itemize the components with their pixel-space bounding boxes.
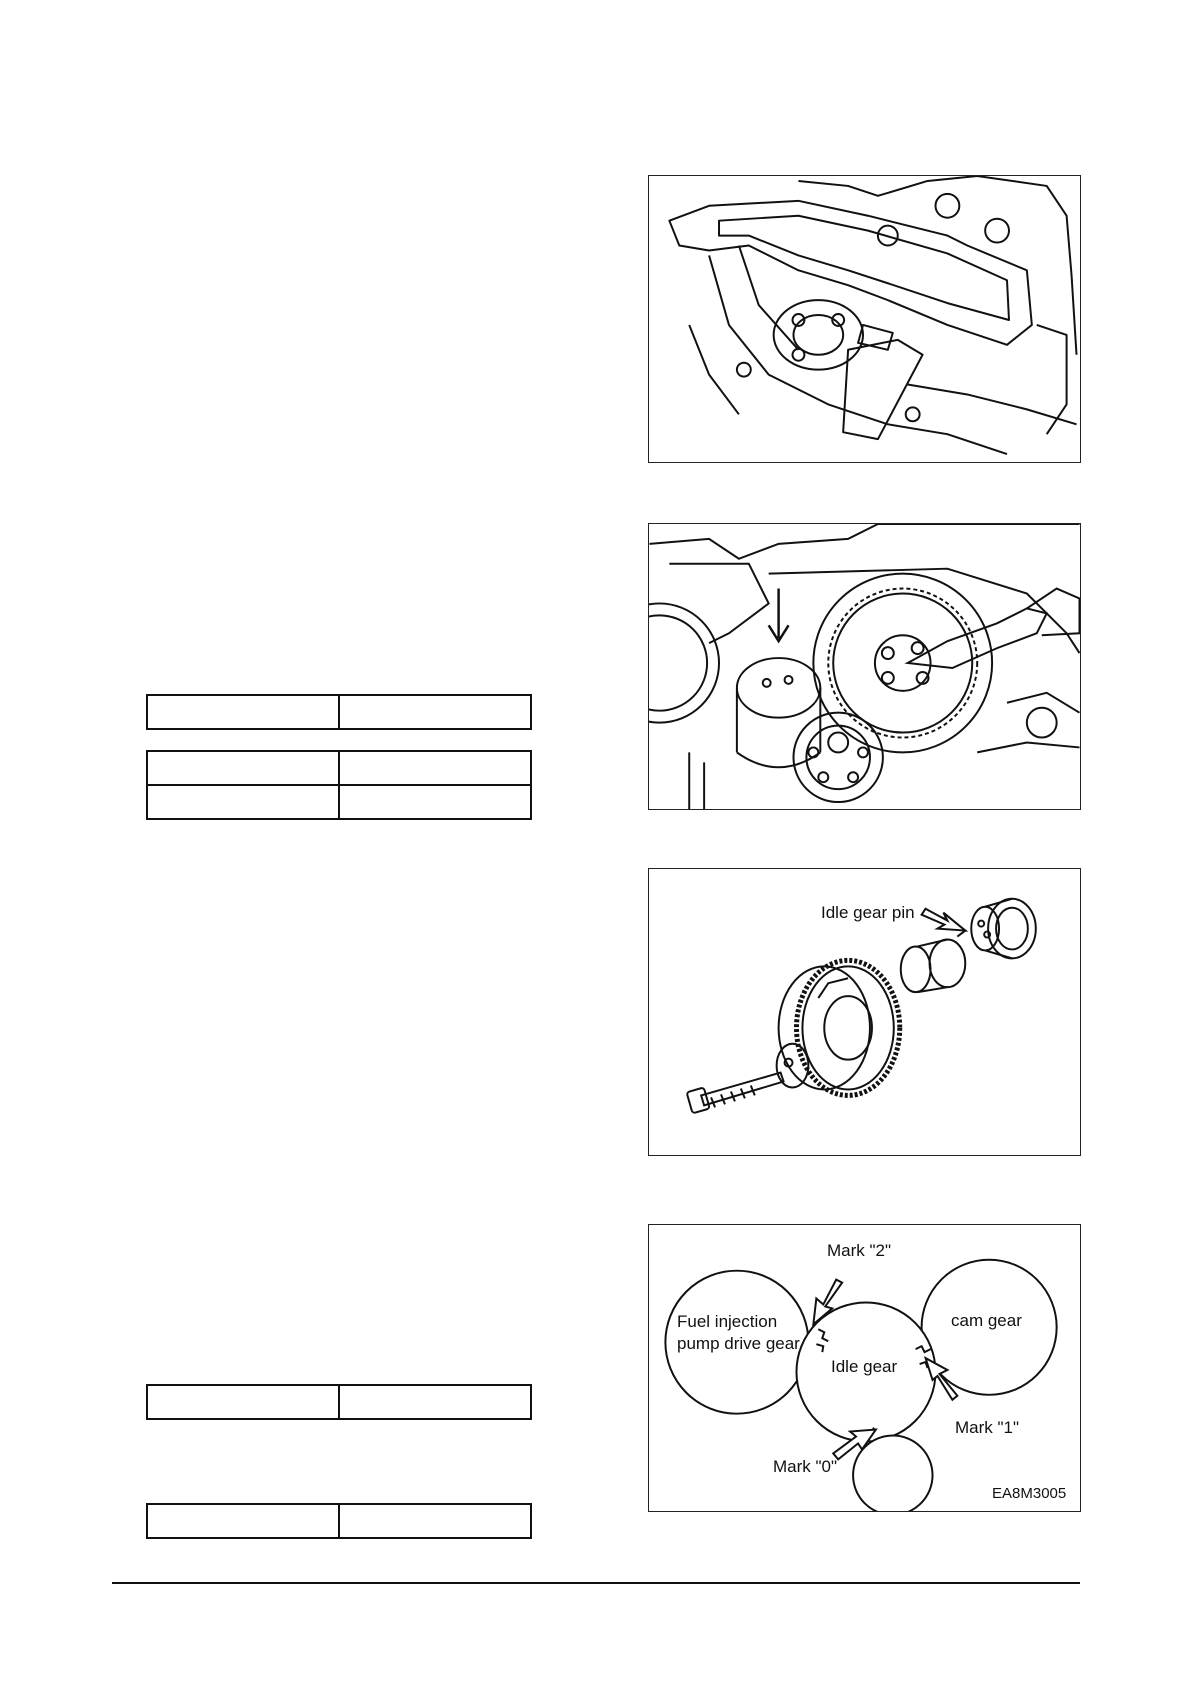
mark-1-label: Mark "1" bbox=[955, 1418, 1020, 1437]
figure-gear-timing-marks bbox=[648, 1224, 1081, 1512]
table-cell bbox=[147, 695, 339, 729]
table-cell bbox=[339, 695, 531, 729]
table-row bbox=[147, 785, 531, 819]
spec-table-1 bbox=[146, 694, 532, 730]
idle-gear-pin-part bbox=[971, 899, 1036, 959]
table-cell bbox=[339, 1504, 531, 1538]
mark-0-label: Mark "0" bbox=[773, 1457, 838, 1476]
spec-table-4 bbox=[146, 1503, 532, 1539]
table-row bbox=[147, 1504, 531, 1538]
housing-removal-illustration bbox=[649, 176, 1080, 462]
bushing-part bbox=[901, 940, 966, 993]
spec-table-2 bbox=[146, 750, 532, 820]
mark-2-label: Mark "2" bbox=[827, 1241, 892, 1260]
spec-table-3 bbox=[146, 1384, 532, 1420]
figure-code-label: EA8M3005 bbox=[992, 1485, 1067, 1502]
footer-rule bbox=[112, 1582, 1080, 1584]
bolt-part bbox=[687, 1073, 784, 1114]
table-row bbox=[147, 1385, 531, 1419]
figure-gear-wrench bbox=[648, 523, 1081, 810]
table-cell bbox=[147, 751, 339, 785]
table-cell bbox=[339, 1385, 531, 1419]
fuel-pump-label-line2: pump drive gear bbox=[677, 1334, 800, 1353]
figure-idle-gear-exploded bbox=[648, 868, 1081, 1156]
table-cell bbox=[147, 785, 339, 819]
idle-gear-part bbox=[779, 960, 900, 1095]
gear-wrench-illustration bbox=[649, 524, 1080, 809]
cam-gear-label: cam gear bbox=[951, 1311, 1022, 1330]
figure-housing-removal bbox=[648, 175, 1081, 463]
table-row bbox=[147, 695, 531, 729]
table-cell bbox=[147, 1504, 339, 1538]
table-cell bbox=[339, 751, 531, 785]
table-row bbox=[147, 751, 531, 785]
idle-gear-pin-label: Idle gear pin bbox=[821, 903, 915, 922]
idle-gear-label: Idle gear bbox=[831, 1357, 898, 1376]
table-cell bbox=[147, 1385, 339, 1419]
fuel-pump-label-line1: Fuel injection bbox=[677, 1312, 778, 1331]
table-cell bbox=[339, 785, 531, 819]
